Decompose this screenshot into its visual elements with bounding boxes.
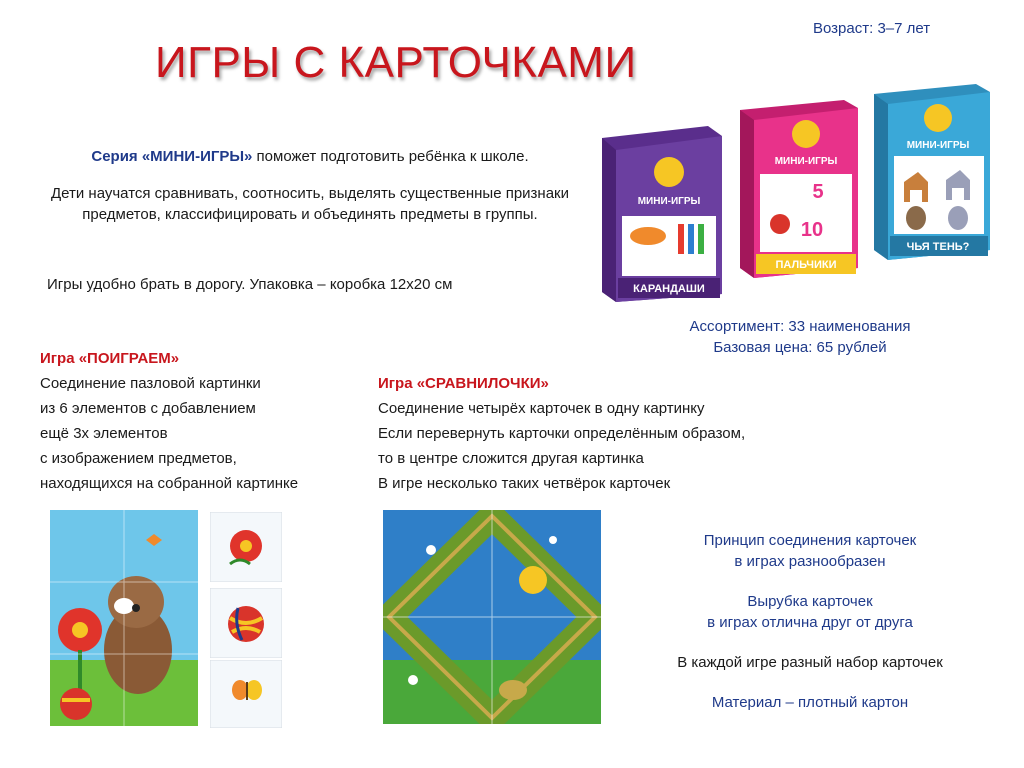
assortment-count: Ассортимент: 33 наименования (689, 318, 911, 335)
box-chya-ten (870, 82, 996, 266)
game-line: Соединение пазловой картинки (40, 375, 261, 392)
intro-block (40, 146, 580, 241)
game-line: Если перевернуть карточки определённым образом, (378, 425, 746, 442)
game-line: находящихся на собранной картинке (40, 475, 299, 492)
skills-paragraph: Дети научатся сравнивать, соотносить, выделять существенные признаки предметов, классифицировать и объединять предметы в группы. (50, 185, 569, 223)
game-line: В игре несколько таких четвёрок карточек (378, 475, 671, 492)
puzzle-piece-flower (210, 512, 282, 582)
page-title: ИГРЫ С КАРТОЧКАМИ (155, 38, 637, 87)
series-text: поможет подготовить ребёнка к школе. (252, 148, 529, 165)
box-brand: МИНИ-ИГРЫ (906, 140, 970, 151)
game-line: то в центре сложится другая картинка (378, 450, 644, 467)
note-card-set: В каждой игре разный набор карточек (677, 654, 943, 671)
box-name: ПАЛЬЧИКИ (775, 259, 837, 271)
puzzle-picture (50, 510, 198, 726)
box-brand: МИНИ-ИГРЫ (774, 156, 838, 167)
box-palchiki (736, 98, 864, 282)
game-title: Игра «СРАВНИЛОЧКИ» (378, 375, 549, 392)
game-line: ещё 3х элементов (40, 425, 168, 442)
series-paragraph (40, 146, 580, 167)
note-material: Материал – плотный картон (711, 694, 909, 711)
box-number-5: 5 (812, 181, 824, 203)
game-sravnilochki (378, 371, 745, 496)
puzzle-piece-butterfly (210, 660, 282, 728)
game-poigraem (40, 346, 298, 496)
note-cutting: Вырубка карточек в играх отлична друг от друга (707, 593, 913, 631)
assortment-block (660, 316, 940, 358)
sravnilochki-picture (383, 510, 601, 724)
game-line: Соединение четырёх карточек в одну картинку (378, 400, 705, 417)
game-line: из 6 элементов с добавлением (40, 400, 256, 417)
base-price: Базовая цена: 65 рублей (713, 339, 887, 356)
box-name: ЧЬЯ ТЕНЬ? (906, 241, 970, 253)
puzzle-piece-ball (210, 588, 282, 658)
travel-text: Игры удобно брать в дорогу. Упаковка – коробка 12х20 см (47, 276, 453, 293)
note-principle: Принцип соединения карточек в играх разнообразен (703, 532, 917, 570)
series-label: Серия «МИНИ-ИГРЫ» (91, 148, 253, 165)
box-karandashi (598, 124, 728, 304)
game-title: Игра «ПОИГРАЕМ» (40, 350, 180, 367)
box-name: КАРАНДАШИ (633, 283, 705, 295)
age-range: Возраст: 3–7 лет (813, 20, 931, 37)
notes-block (640, 530, 980, 732)
box-brand: МИНИ-ИГРЫ (637, 196, 701, 207)
game-line: с изображением предметов, (40, 450, 237, 467)
box-number-10: 10 (800, 219, 824, 241)
